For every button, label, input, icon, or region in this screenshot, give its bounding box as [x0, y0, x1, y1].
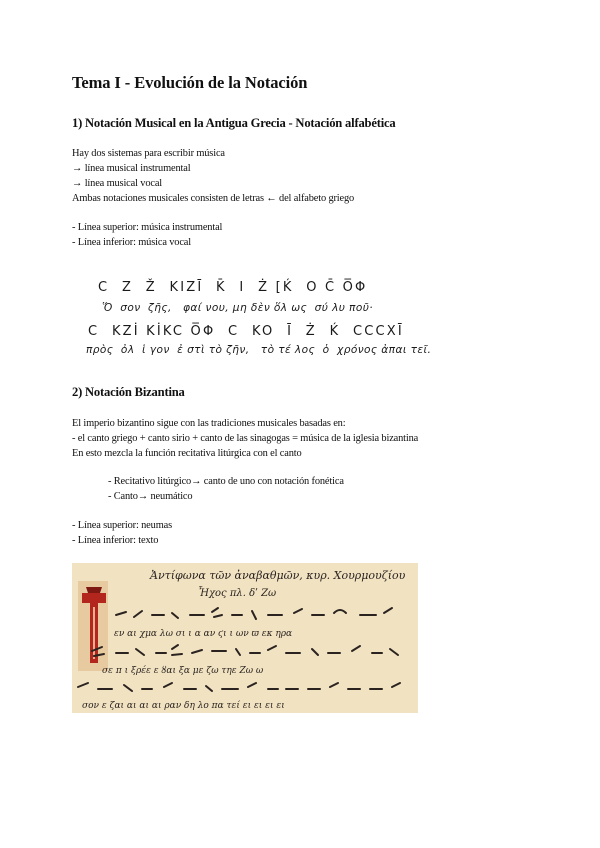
manuscript-text-2: σε π ι ξρέε ε ȣαι ξα με ζω τηε Ζω ω [102, 666, 264, 676]
section1-legend-2: - Línea inferior: música vocal [72, 237, 191, 248]
section2-legend-2: - Línea inferior: texto [72, 535, 159, 546]
manuscript-text-3: σον ε ζαι αι αι αι ραν δη λο πα τεί ει ει ει ει [82, 701, 285, 711]
section2-line-3: En esto mezcla la función recitativa litúrgica con el canto [72, 448, 302, 459]
section1-heading: 1) Notación Musical en la Antigua Grecia - Notación alfabética [72, 116, 396, 130]
greek-row1-notes: C Z Ž KIZĪ K̄ I Ż [Ḱ O C̄ O̅Φ [98, 280, 368, 295]
byzantine-manuscript-image [72, 563, 418, 713]
page-title: Tema I - Evolución de la Notación [72, 73, 308, 92]
section1-line-3: → línea musical vocal [72, 178, 163, 189]
greek-notation-example [86, 268, 432, 360]
manuscript-text-1: εν αι χμα λω σι ι α αν ϛι ι ων ϖ εκ ηρα [114, 629, 293, 639]
section2-item-1: - Recitativo litúrgico→ canto de uno con notación fonética [108, 476, 344, 487]
section2-heading: 2) Notación Bizantina [72, 385, 185, 399]
greek-row1-words: Ὅ σον ζῆς, φαί νου, μη δὲν ὅλ ως σύ λυ ποῦ· [102, 302, 374, 314]
greek-row2-notes: C KZİ KİKC O̅Φ C KO Ī Ż Ḱ CCCXĪ [88, 324, 404, 339]
section1-line-1: Hay dos sistemas para escribir música [72, 148, 225, 159]
manuscript-header: Ἀντίφωνα τῶν ἀναβαθμῶν, κυρ. Χουρμουζίου [150, 569, 406, 582]
section2-line-2: - el canto griego + canto sirio + canto de las sinagogas = música de la iglesia bizantina [72, 433, 419, 444]
section1-line-2: → línea musical instrumental [72, 163, 191, 174]
manuscript-subheader: Ἦχος πλ. δʹ Ζω [198, 588, 277, 599]
section2-legend-1: - Línea superior: neumas [72, 520, 172, 531]
section2-line-1: El imperio bizantino sigue con las tradiciones musicales basadas en: [72, 418, 346, 429]
greek-row2-words: πρὸς ὀλ ἱ γον ἐ στὶ τὸ ζῆν, τὸ τέ λος ὁ χρόνος ἀπαι τεῖ. [86, 344, 432, 356]
decorated-initial [78, 581, 108, 671]
section2-item-2: - Canto→ neumático [108, 491, 193, 502]
section1-legend-1: - Línea superior: música instrumental [72, 222, 223, 233]
section1-line-4: Ambas notaciones musicales consisten de letras ← del alfabeto griego [72, 193, 355, 204]
